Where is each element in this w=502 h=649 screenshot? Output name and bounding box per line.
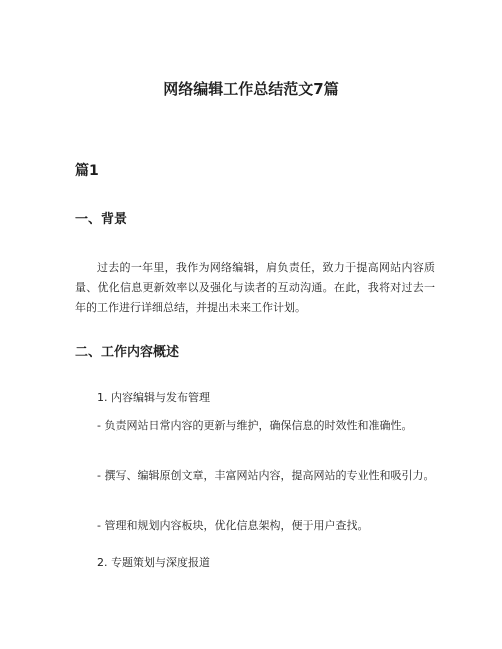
list-item-numbered: 2. 专题策划与深度报道 (97, 556, 210, 569)
background-paragraph: 过去的一年里，我作为网络编辑，肩负责任，致力于提高网站内容质量、优化信息更新效率以及强化与读者的互动沟通。在此，我将对过去一年的工作进行详细总结，并提出未来工作计划。 (75, 261, 435, 314)
list-item-bullet: - 撰写、编辑原创文章，丰富网站内容，提高网站的专业性和吸引力。 (97, 469, 435, 482)
part-heading: 篇1 (75, 163, 99, 179)
list-item-bullet: - 负责网站日常内容的更新与维护，确保信息的时效性和准确性。 (97, 419, 413, 432)
section-heading-work-overview: 二、工作内容概述 (75, 345, 180, 360)
list-item-bullet: - 管理和规划内容板块，优化信息架构，便于用户查找。 (97, 519, 369, 532)
document-title: 网络编辑工作总结范文7篇 (163, 80, 339, 98)
list-item-numbered: 1. 内容编辑与发布管理 (97, 391, 210, 404)
section-heading-background: 一、背景 (75, 212, 128, 227)
